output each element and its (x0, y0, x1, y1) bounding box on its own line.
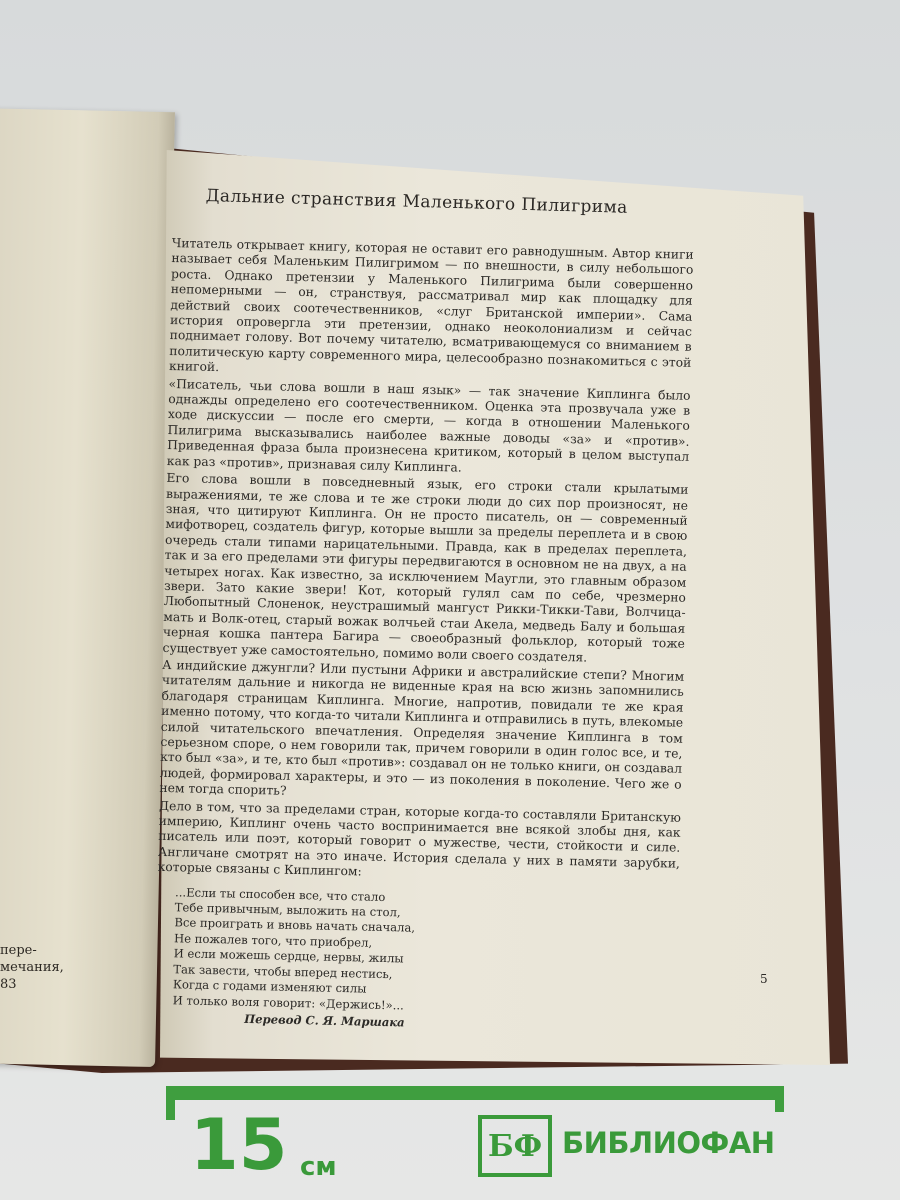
ruler-left-tick (166, 1086, 175, 1120)
left-fragment: 83 (0, 977, 17, 992)
poem-line: И только воля говорит: «Держись!»... (172, 992, 404, 1012)
poem-quote (172, 885, 679, 1020)
ruler-length-unit: см (300, 1152, 337, 1182)
paragraph: А индийские джунгли? Или пустыни Африки и австралийские степи? Многим читателям дальние и никогда не виденные края на всю жизнь запомнились благодаря страницам Киплинга. Многие, напротив, повидали те же края именно потому, что когда-то читали Киплинга и отправились в путь, влекомые силой читательского впечатления. Определяя значение Киплинга в том серьезном споре, о нем говорили так, причем говорили в один голос все, и те, кто был «за», и те, кто был «против»: создавал он не только книги, он создавал людей, формировал характеры, и это — из поколения в поколение. Чего же о нем тогда спорить? (159, 657, 685, 798)
ruler-bar (166, 1086, 784, 1100)
left-fragment: мечания, (0, 960, 64, 975)
poem-line: Так завести, чтобы вперед нестись, (173, 961, 393, 981)
page-body (154, 236, 694, 1036)
logo-letters: БФ (487, 1128, 543, 1164)
paragraph: Дело в том, что за пределами стран, которые когда-то составляли Британскую империю, Киплинг очень часто воспринимается вне всякой злобы дня, как писатель или поэт, который говорит о мужестве, чести, стойкости и силе. Англичане смотрят на это иначе. История сделала у них в памяти зарубки, которые связаны с Киплингом: (157, 798, 682, 879)
poem-line: Когда с годами изменяют силы (172, 977, 367, 996)
bibliofan-logo-text: БИБЛИОФАН (562, 1126, 775, 1160)
paragraph: Его слова вошли в повседневный язык, его строки стали крылатыми выражениями, те же слова и те же строки люди до сих пор произносят, не зная, что цитируют Киплинга. Он не просто писатель, он — современный мифотворец, создатель фигур, которые вышли за пределы переплета и в свою очередь стали типами нарицательными. Правда, как в пределах переплета, так и за его пределами эти фигуры передвигаются в основном не на двух, а на четырех ногах. Как известно, за исключением Маугли, это главным образом звери. Зато какие звери! Кот, который гулял сам по себе, чрезмерно Любопытный Слоненок, неустрашимый мангуст Рикки-Тикки-Тави, Волчица-мать и Волк-отец, старый вожак волчьей стаи Акела, медведь Балу и большая черная кошка пантера Багира — своеобразный фольклор, который тоже существует уже самостоятельно, помимо воли своего создателя. (162, 471, 689, 665)
left-fragment: пере- (0, 943, 37, 958)
paragraph: «Писатель, чьи слова вошли в наш язык» — так значение Киплинга было однажды определено его соотечественником. Оценка эта прозвучала уже в ходе дискуссии — после его смерти, — когда в отношении Маленького Пилигрима высказывались наиболее важные доводы «за» и «против». Приведенная фраза была произнесена критиком, который в целом выступал как раз «против», признавая силу Киплинга. (166, 376, 691, 475)
poem-line: ...Если ты способен все, что стало (174, 884, 386, 904)
ruler-length-value: 15 (190, 1104, 288, 1186)
paragraph: Читатель открывает книгу, которая не оставит его равнодушным. Автор книги называет себя Маленьким Пилигримом — по внешности, в силу небольшого роста. Однако претензии у Маленького Пилигрима были совершенно непомерными — он, странствуя, рассматривал мир как площадку для действий своих соотечественников, «слуг Британской империи». Сама история опровергла эти претензии, однако неоколониализм и сейчас поднимает голову. Вот почему читателю, всматривающемуся со вниманием в политическую карту современного мира, целесообразно познакомиться с этой книгой. (168, 236, 694, 375)
left-page-text-fragments (0, 942, 90, 993)
poem-line: Тебе привычным, выложить на стол, (174, 900, 401, 920)
page-number: 5 (760, 972, 768, 986)
poem-line: Не пожалев того, что приобрел, (173, 931, 373, 950)
bibliofan-logo-icon (478, 1115, 552, 1177)
left-page (0, 108, 175, 1067)
translator-credit: Перевод С. Я. Маршака (244, 1011, 405, 1030)
chapter-title: Дальние странствия Маленького Пилигрима (205, 186, 628, 218)
poem-line: Все проиграть и вновь начать сначала, (174, 915, 416, 936)
poem-line: И если можешь сердце, нервы, жилы (173, 946, 404, 966)
ruler-right-tick (775, 1086, 784, 1112)
